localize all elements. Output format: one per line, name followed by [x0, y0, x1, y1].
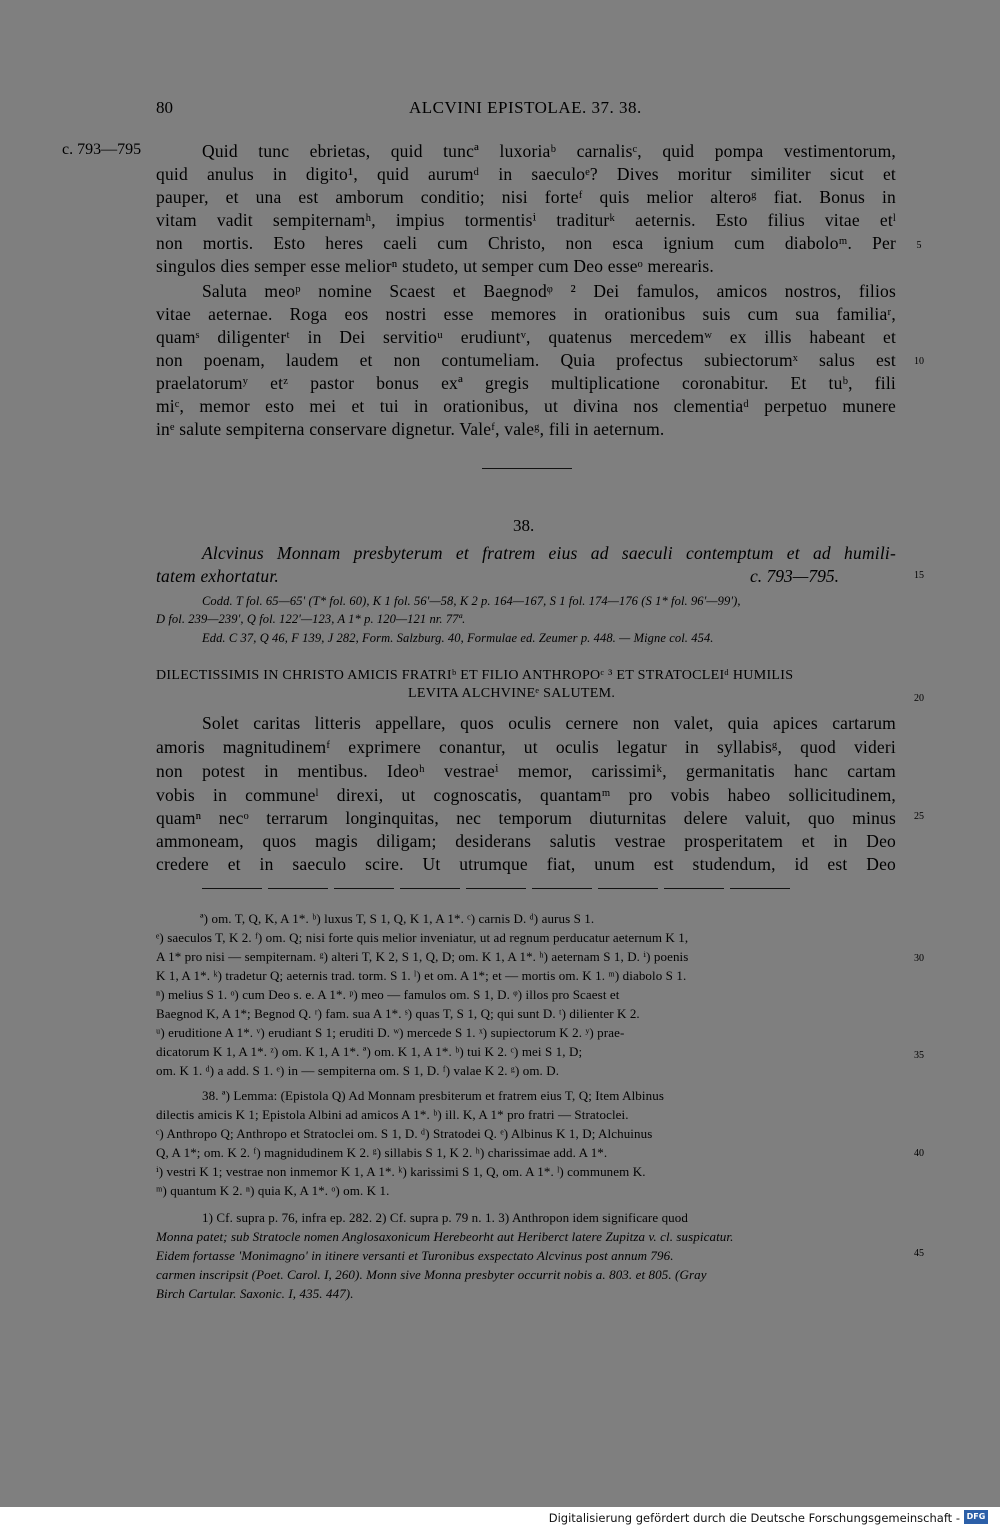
section-divider [482, 468, 572, 469]
footnote-divider [202, 888, 794, 889]
line-number: 15 [914, 570, 924, 581]
salutation: DILECTISSIMIS IN CHRISTO AMICIS FRATRIᵇ ET FILIO ANTHROPOᶜ ³ ET STRATOCLEIᵈ HUMILIS [156, 668, 794, 683]
line-number: 35 [914, 1050, 924, 1061]
text-line: credere et in saeculo scire. Ut utrumque fiat, unum est studendum, id est Deo [156, 854, 896, 874]
page-number: 80 [156, 98, 173, 117]
text-line: Saluta meoᵖ nomine Scaest et Baegnodᵠ ² Dei famulos, amicos nostros, filios [202, 281, 896, 301]
footnote-line: ⁿ) melius S 1. ᵒ) cum Deo s. e. A 1*. ᵖ) meo — famulos om. S 1, D. ᵠ) illos pro Scaest et [156, 987, 620, 1002]
digitization-footer [0, 1507, 1000, 1529]
dfg-logo: DFG [964, 1510, 988, 1524]
footnote-line: ª) om. T, Q, K, A 1*. ᵇ) luxus T, S 1, Q, K 1, A 1*. ᶜ) carnis D. ᵈ) aurus S 1. [200, 911, 595, 926]
funding-credit: Digitalisierung gefördert durch die Deutsche Forschungsgemeinschaft - [548, 1511, 960, 1525]
footnote-line: 1) Cf. supra p. 76, infra ep. 282. 2) Cf. supra p. 79 n. 1. 3) Anthropon idem significare quod [202, 1210, 688, 1225]
text-line: vobis in communeˡ direxi, ut cognoscatis, quantamᵐ pro vobis habeo sollicitudinem, [156, 785, 896, 805]
footnote-line: carmen inscripsit (Poet. Carol. I, 260). Monn sive Monna presbyter occurrit nobis a. 803. et 805. (Gray [156, 1267, 707, 1282]
salutation-cont: LEVITA ALCHVINEᵉ SALUTEM. [408, 686, 616, 701]
text-line: vitam vadit sempiternamʰ, impius tormentisⁱ traditurᵏ aeternis. Esto filius vitae etˡ [156, 210, 896, 230]
footnote-line: Baegnod K, A 1*; Begnod Q. ʳ) fam. sua A 1*. ˢ) quas T, S 1, Q; qui sunt D. ᵗ) dilienter K 2. [156, 1006, 640, 1021]
footnote-line: ᵘ) eruditione A 1*. ᵛ) erudiant S 1; eruditi D. ʷ) mercede S 1. ˣ) supiectorum K 2. ʸ) prae- [156, 1025, 625, 1040]
text-line: inᵉ salute sempiterna conservare dignetur. Valeᶠ, valeᵍ, fili in aeternum. [156, 419, 665, 439]
footnote-line: ᵐ) quantum K 2. ⁿ) quia K, A 1*. ᵒ) om. K 1. [156, 1183, 390, 1198]
text-line: quid anulus in digito¹, quid aurumᵈ in saeculoᵉ? Dives moritur similiter sicut et [156, 164, 896, 184]
footnote-line: om. K 1. ᵈ) a add. S 1. ᵉ) in — sempiterna om. S 1, D. ᶠ) valae K 2. ᵍ) om. D. [156, 1063, 560, 1078]
codices-line: D fol. 239—239', Q fol. 122'—123, A 1* p. 120—121 nr. 77ª. [156, 612, 466, 626]
text-line: miᶜ, memor esto mei et tui in orationibus, ut divina nos clementiaᵈ perpetuo munere [156, 396, 896, 416]
text-line: quamⁿ necᵒ terrarum longinquitas, nec temporum diuturnitas delere valuit, quo minus [156, 808, 896, 828]
running-title: ALCVINI EPISTOLAE. 37. 38. [409, 98, 642, 117]
text-line: non mortis. Esto heres caeli cum Christo, non esca ignium cum diaboloᵐ. Per [156, 233, 896, 253]
line-number: 10 [914, 356, 924, 367]
footnote-line: A 1* pro nisi — sempiternam. ᵍ) alteri T, K 2, S 1, Q, D; om. K 1, A 1*. ʰ) aeternam S 1, D. ⁱ) poenis [156, 949, 689, 964]
text-line: ammoneam, quos magis diligam; desiderans salutis vestrae prosperitatem et in Deo [156, 831, 896, 851]
line-number: 30 [914, 953, 924, 964]
line-number: 40 [914, 1148, 924, 1159]
text-line: quamˢ diligenterᵗ in Dei servitioᵘ erudiuntᵛ, quatenus mercedemʷ ex illis habeant et [156, 327, 896, 347]
editions-line: Edd. C 37, Q 46, F 139, J 282, Form. Salzburg. 40, Formulae ed. Zeumer p. 448. — Migne col. 454. [202, 631, 714, 645]
text-line: non potest in mentibus. Ideoʰ vestraeⁱ memor, carissimiᵏ, germanitatis hanc cartam [156, 761, 896, 781]
text-line: pauper, et una est amborum conditio; nisi forteᶠ quis melior alteroᵍ fiat. Bonus in [156, 187, 896, 207]
margin-date: c. 793—795 [62, 141, 142, 158]
line-number: 25 [914, 811, 924, 822]
letter-date: c. 793—795. [750, 566, 839, 586]
text-line: vitae aeternae. Roga eos nostri esse memores in orationibus suis cum sua familiaʳ, [156, 304, 896, 324]
text-line: non poenam, laudem et non contumeliam. Quia profectus subiectorumˣ salus est [156, 350, 896, 370]
footnote-line: Eidem fortasse 'Monimagno' in itinere versanti et Turonibus exspectato Alcvinus post annum 796. [156, 1248, 674, 1263]
footnote-line: ᶜ) Anthropo Q; Anthropo et Stratoclei om. S 1, D. ᵈ) Stratodei Q. ᵉ) Albinus K 1, D; Alchuinus [156, 1126, 653, 1141]
text-line: Quid tunc ebrietas, quid tuncª luxoriaᵇ carnalisᶜ, quid pompa vestimentorum, [202, 141, 896, 161]
letter-number: 38. [513, 516, 535, 535]
text-line: amoris magnitudinemᶠ exprimere conantur, ut oculis legatur in syllabisᵍ, quod videri [156, 737, 896, 757]
footnote-line: Q, A 1*; om. K 2. ᶠ) magnidudinem K 2. ᵍ) sillabis S 1, K 2. ʰ) charissimae add. A 1*. [156, 1145, 608, 1160]
line-number: 5 [916, 240, 922, 251]
footnote-line: ᵉ) saeculos T, K 2. ᶠ) om. Q; nisi forte quis melior inveniatur, ut ad regnum perducatur aeternum K 1, [156, 930, 689, 945]
text-line: Solet caritas litteris appellare, quos oculis cernere non valet, quia apices cartarum [202, 713, 896, 733]
line-number: 20 [914, 693, 924, 704]
codices-line: Codd. T fol. 65—65' (T* fol. 60), K 1 fol. 56'—58, K 2 p. 164—167, S 1 fol. 174—176 (S 1* fol. 96'—99'), [202, 594, 741, 608]
letter-summary: Alcvinus Monnam presbyterum et fratrem eius ad saeculi contemptum et ad humili- [202, 543, 896, 563]
footnote-line: 38. ª) Lemma: (Epistola Q) Ad Monnam presbiterum et fratrem eius T, Q; Item Albinus [202, 1088, 664, 1103]
letter-summary-cont: tatem exhortatur. [156, 566, 279, 586]
footnote-line: K 1, A 1*. ᵏ) tradetur Q; aeternis trad. torm. S 1. ˡ) et om. A 1*; et — mortis om. K 1. ᵐ) diabolo S 1. [156, 968, 687, 983]
footnote-line: ⁱ) vestri K 1; vestrae non inmemor K 1, A 1*. ᵏ) karissimi S 1, Q, om. A 1*. ˡ) communem K. [156, 1164, 646, 1179]
footnote-line: dicatorum K 1, A 1*. ᶻ) om. K 1, A 1*. ª) om. K 1, A 1*. ᵇ) tui K 2. ᶜ) mei S 1, D; [156, 1044, 583, 1059]
text-line: praelatorumʸ etᶻ pastor bonus exª gregis multiplicatione coronabitur. Et tuᵇ, fili [156, 373, 896, 393]
footnote-line: Monna patet; sub Stratocle nomen Anglosaxonicum Herebeorht aut Heriberct latere Zupitza v. cl. suspicatur. [156, 1229, 734, 1244]
line-number: 45 [914, 1248, 924, 1259]
text-line: singulos dies semper esse meliorⁿ studeto, ut semper cum Deo esseᵒ merearis. [156, 256, 714, 276]
footnote-line: dilectis amicis K 1; Epistola Albini ad amicos A 1*. ᵇ) ill. K, A 1* pro fratri — Stratoclei. [156, 1107, 629, 1122]
footnote-line: Birch Cartular. Saxonic. I, 435. 447). [156, 1286, 354, 1301]
